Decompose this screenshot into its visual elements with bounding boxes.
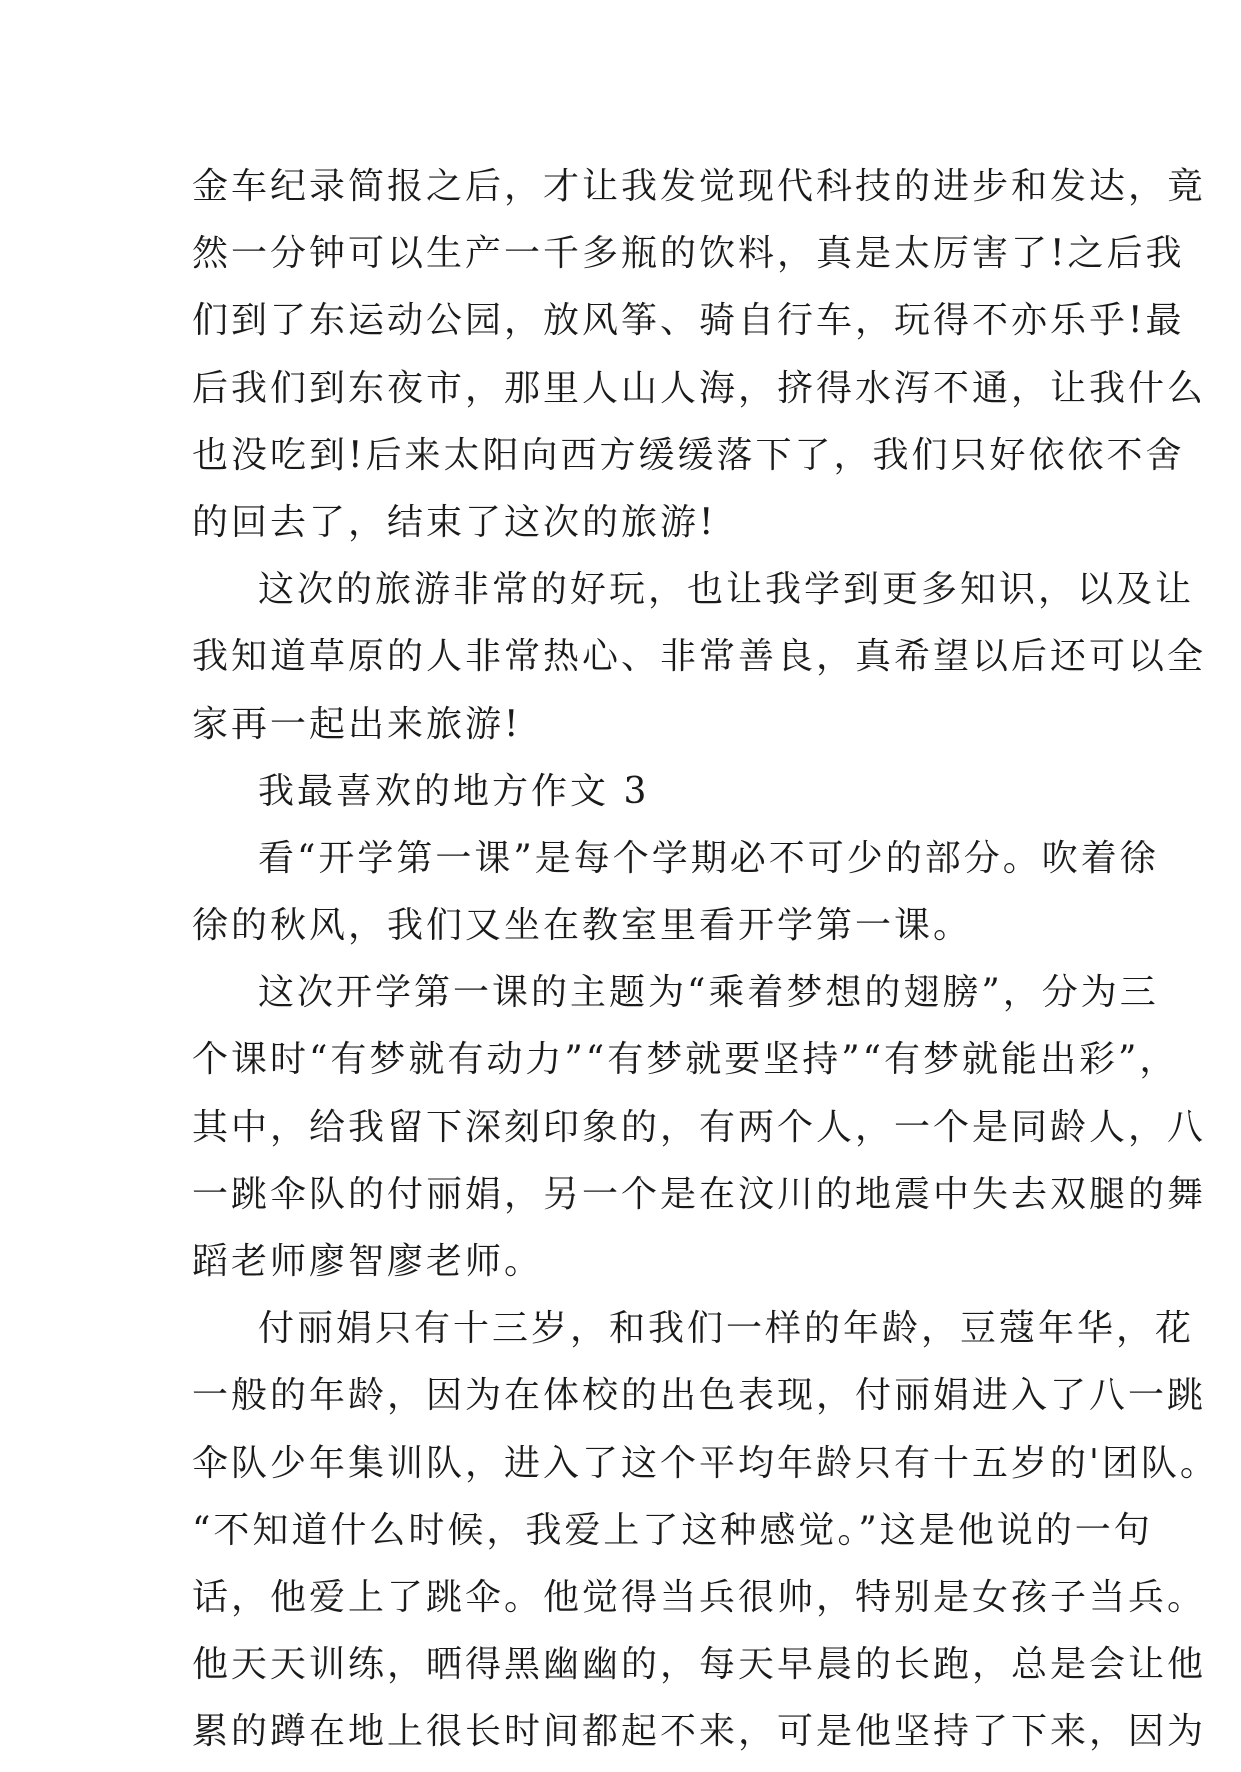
- text-line: 话，他爱上了跳伞。他觉得当兵很帅，特别是女孩子当兵。: [192, 1576, 1207, 1618]
- text-line: 也没吃到!后来太阳向西方缓缓落下了，我们只好依依不舍: [192, 434, 1185, 476]
- text-line: 一跳伞队的付丽娟，另一个是在汶川的地震中失去双腿的舞: [192, 1173, 1207, 1215]
- paragraph-first-line: 看“开学第一课”是每个学期必不可少的部分。吹着徐: [258, 837, 1159, 879]
- text-line: 我知道草原的人非常热心、非常善良，真希望以后还可以全: [192, 636, 1207, 678]
- text-line: 们到了东运动公园，放风筝、骑自行车，玩得不亦乐乎!最: [192, 300, 1185, 342]
- text-line: 徐的秋风，我们又坐在教室里看开学第一课。: [192, 905, 973, 947]
- text-line: 金车纪录简报之后，才让我发觉现代科技的进步和发达，竟: [192, 166, 1207, 207]
- text-line: 家再一起出来旅游!: [192, 703, 522, 745]
- text-line: “不知道什么时候，我爱上了这种感觉。”这是他说的一句: [192, 1509, 1153, 1551]
- text-line: 然一分钟可以生产一千多瓶的饮料，真是太厉害了!之后我: [192, 233, 1185, 275]
- text-line: 一般的年龄，因为在体校的出色表现，付丽娟进入了八一跳: [192, 1375, 1207, 1417]
- paragraph-first-line: 这次的旅游非常的好玩，也让我学到更多知识，以及让: [258, 569, 1195, 611]
- text-line: 蹈老师廖智廖老师。: [192, 1241, 544, 1282]
- paragraph-first-line: 这次开学第一课的主题为“乘着梦想的翅膀”，分为三: [258, 972, 1159, 1014]
- text-line: 其中，给我留下深刻印象的，有两个人，一个是同龄人，八: [192, 1106, 1207, 1148]
- text-line: 伞队少年集训队，进入了这个平均年龄只有十五岁的'团队。: [192, 1442, 1219, 1484]
- section-heading: 我最喜欢的地方作文 3: [258, 770, 650, 812]
- paragraph-first-line: 付丽娟只有十三岁，和我们一样的年龄，豆蔻年华，花: [258, 1308, 1195, 1350]
- text-line: 后我们到东夜市，那里人山人海，挤得水泻不通，让我什么: [192, 367, 1207, 409]
- text-line: 个课时“有梦就有动力”“有梦就要坚持”“有梦就能出彩”，: [192, 1039, 1179, 1081]
- text-line: 他天天训练，晒得黑幽幽的，每天早晨的长跑，总是会让他: [192, 1644, 1207, 1686]
- document-body: [192, 159, 1219, 1772]
- text-line: 的回去了，结束了这次的旅游!: [192, 501, 717, 543]
- text-line: 累的蹲在地上很长时间都起不来，可是他坚持了下来，因为: [192, 1711, 1207, 1753]
